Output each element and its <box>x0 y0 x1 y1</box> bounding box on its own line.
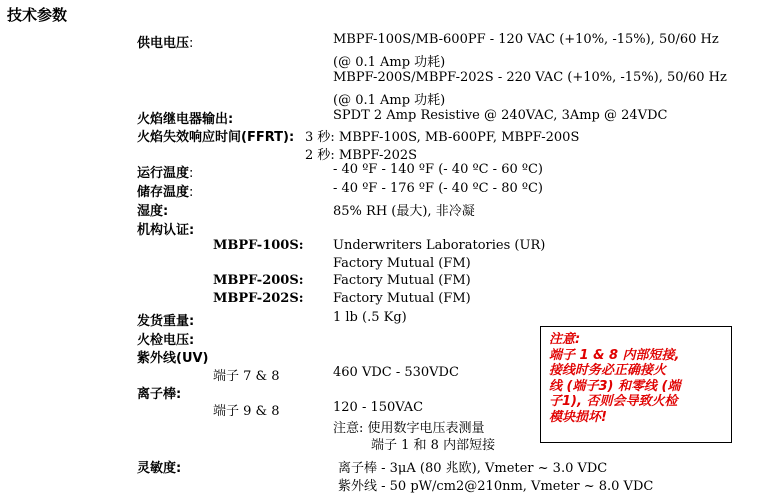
operating-temp-value: - 40 ºF - 140 ºF (- 40 ºC - 60 ºC) <box>333 162 543 177</box>
power-supply-line-4: (@ 0.1 Amp 功耗) <box>333 93 446 108</box>
approval-value: Factory Mutual (FM) <box>333 273 471 288</box>
power-supply-line-1: MBPF-100S/MB-600PF - 120 VAC (+10%, -15%), 50/60 Hz <box>333 32 719 47</box>
sensitivity-label: 灵敏度: <box>137 461 182 476</box>
warning-line: 线 (端子3) 和零线 (端 <box>549 378 681 394</box>
storage-temp-value: - 40 ºF - 176 ºF (- 40 ºC - 80 ºC) <box>333 181 543 196</box>
ffrt-line-1: 3 秒: MBPF-100S, MB-600PF, MBPF-200S <box>305 130 580 145</box>
warning-line: 注意: <box>549 332 581 347</box>
power-supply-line-3: MBPF-200S/MBPF-202S - 220 VAC (+10%, -15%), 50/60 Hz <box>333 70 727 85</box>
shipping-weight-value: 1 lb (.5 Kg) <box>333 310 407 325</box>
uv-value: 460 VDC - 530VDC <box>333 365 459 380</box>
operating-temp-label: 运行温度: <box>137 166 194 181</box>
sensitivity-line-2: 紫外线 - 50 pW/cm2@210nm, Vmeter ~ 8.0 VDC <box>338 479 654 494</box>
humidity-value: 85% RH (最大), 非冷凝 <box>333 204 475 219</box>
rod-terminal: 端子 9 & 8 <box>213 404 280 419</box>
approval-value: Underwriters Laboratories (UR) <box>333 238 546 253</box>
storage-temp-label: 储存温度: <box>137 185 194 200</box>
uv-terminal: 端子 7 & 8 <box>213 369 280 384</box>
warning-line: 子1), 否则会导致火检 <box>549 394 678 409</box>
detector-voltage-label: 火检电压: <box>137 333 195 348</box>
approval-value: Factory Mutual (FM) <box>333 291 471 306</box>
rod-note-line-1: 注意: 使用数字电压表测量 <box>333 421 485 436</box>
approval-value: Factory Mutual (FM) <box>333 256 471 271</box>
uv-label: 紫外线(UV) <box>137 351 209 366</box>
shipping-weight-label: 发货重量: <box>137 314 195 329</box>
flame-relay-value: SPDT 2 Amp Resistive @ 240VAC, 3Amp @ 24VDC <box>333 108 668 123</box>
warning-line: 模块损坏! <box>549 409 607 425</box>
ffrt-line-2: 2 秒: MBPF-202S <box>305 148 418 163</box>
section-title: 技术参数 <box>7 6 68 24</box>
warning-line: 端子 1 & 8 内部短接, <box>549 347 680 363</box>
warning-box <box>540 326 732 443</box>
rod-note-line-2: 端子 1 和 8 内部短接 <box>371 438 496 453</box>
sensitivity-line-1: 离子棒 - 3μA (80 兆欧), Vmeter ~ 3.0 VDC <box>338 461 608 476</box>
warning-line: 接线时务必正确接火 <box>549 363 667 378</box>
approval-model: MBPF-202S: <box>213 291 304 306</box>
power-supply-line-2: (@ 0.1 Amp 功耗) <box>333 55 446 70</box>
approval-model: MBPF-100S: <box>213 238 304 253</box>
approval-model: MBPF-200S: <box>213 273 304 288</box>
ffrt-label: 火焰失效响应时间(FFRT): <box>137 130 295 145</box>
power-supply-label: 供电电压: <box>137 36 194 51</box>
rod-label: 离子棒: <box>137 387 182 402</box>
flame-relay-label: 火焰继电器输出: <box>137 112 234 127</box>
rod-value: 120 - 150VAC <box>333 400 424 415</box>
approvals-label: 机构认证: <box>137 223 195 238</box>
humidity-label: 湿度: <box>137 204 169 219</box>
